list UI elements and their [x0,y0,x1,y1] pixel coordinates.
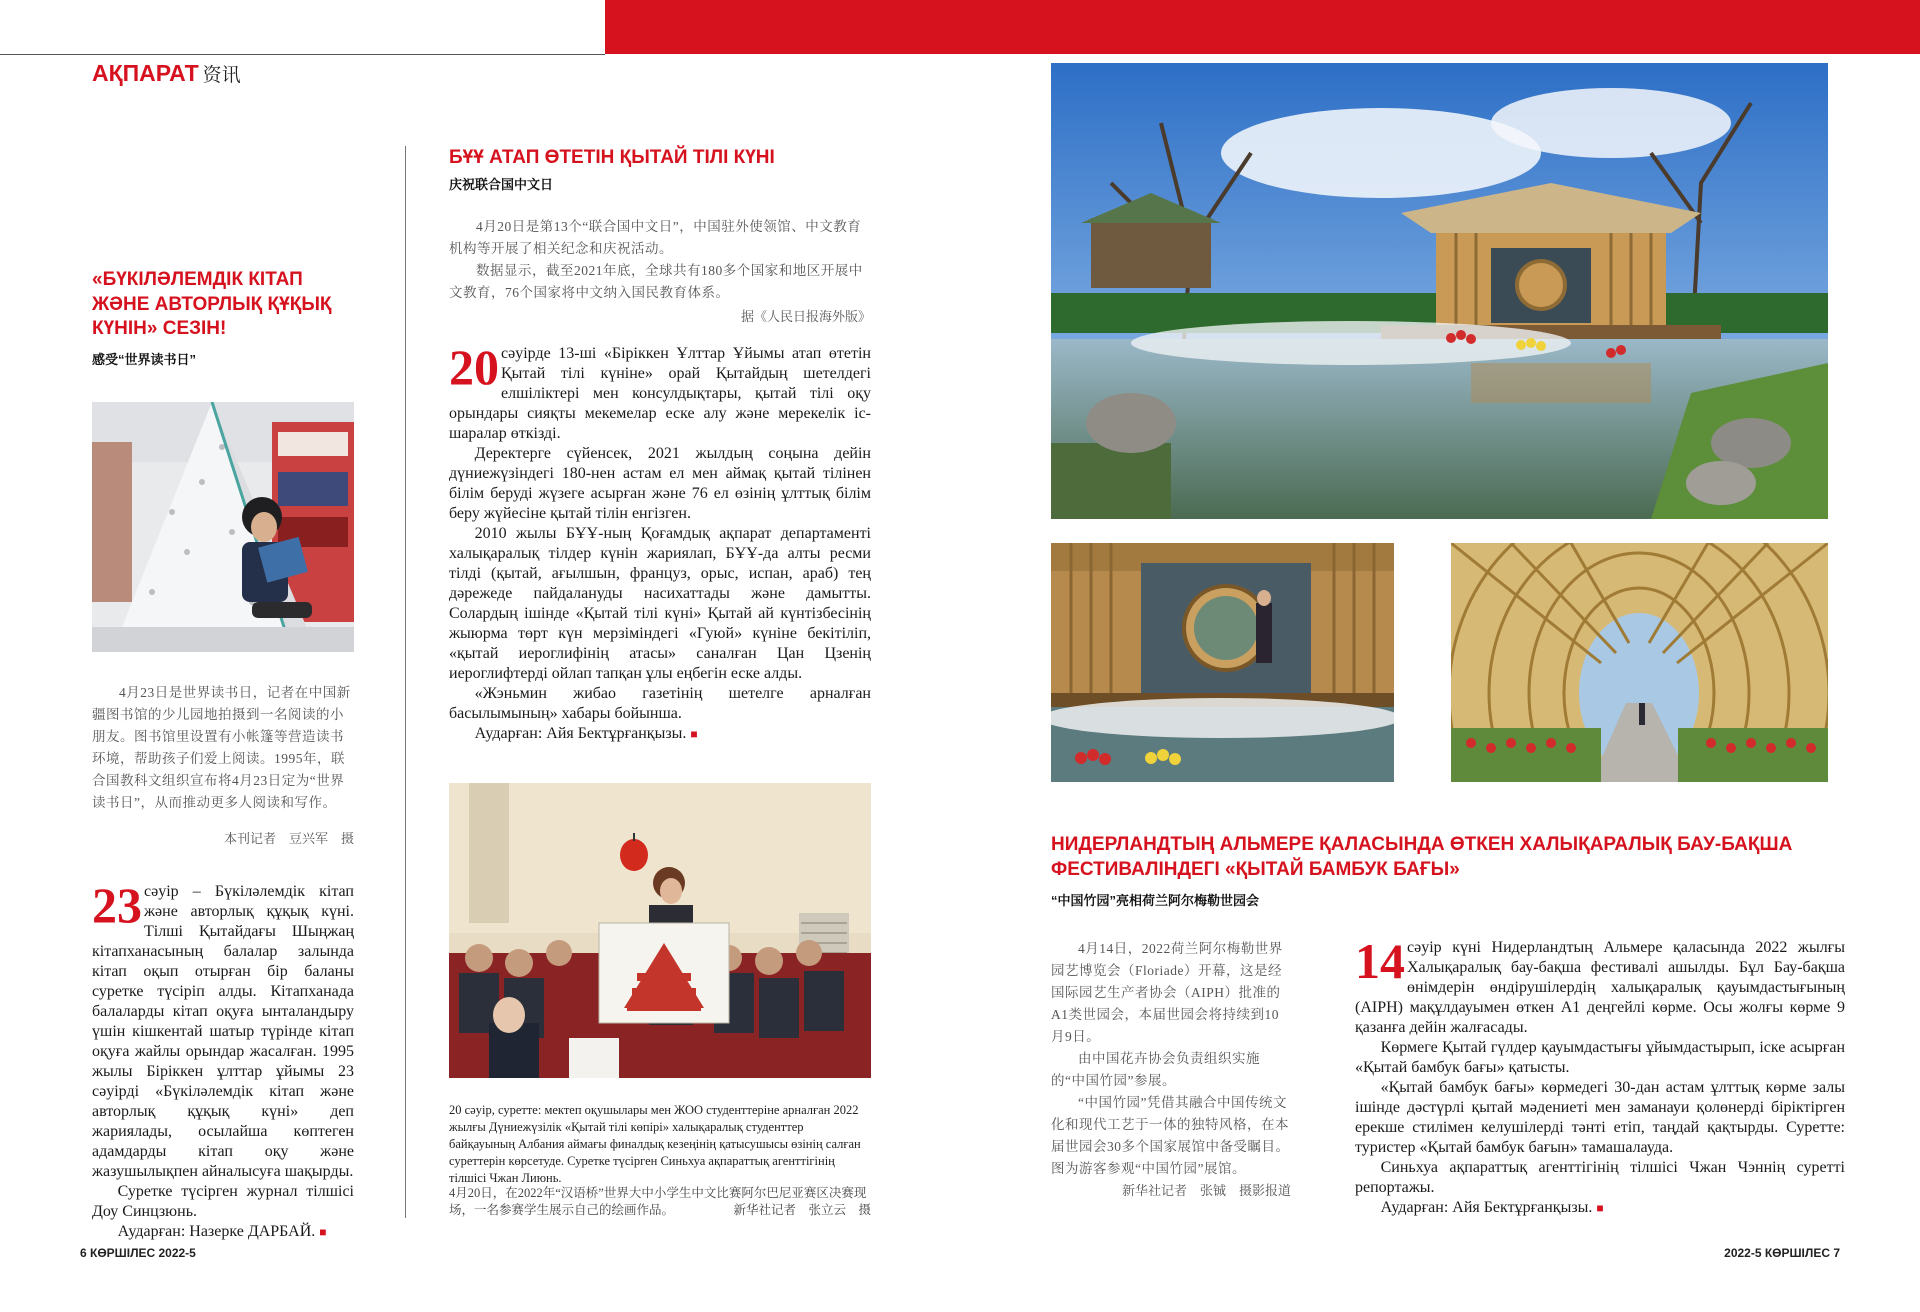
garden-cn-paragraph-2: 由中国花卉协会负责组织实施的“中国竹园”参展。 [1051,1051,1260,1088]
chinese-cn-paragraph-1: 4月20日是第13个“联合国中文日”，中国驻外使领馆、中文教育机构等开展了相关纪念和庆祝活动。 [449,219,862,256]
book-dropcap: 23 [92,877,142,933]
header-rule [0,54,605,55]
book-cn-credit: 本刊记者 豆兴军 摄 [223,831,354,846]
chinese-article-subtitle: 庆祝联合国中文日 [449,177,554,192]
column-divider [405,146,406,1218]
garden-paragraph-5: Аударған: Айя Бектұрғанқызы. ■ [1380,1199,1604,1216]
garden-paragraph-1: 14 сәуір күні Нидерландтың Альмере қаласында 2022 жылғы Халықаралық бау-бақша фестивалі ашылды. Бұл Бау-бақша өнімдерін өндірушілердің халықаралық қауымдастығының (AIPH) мақұлдауымен өткен A1 деңгейлі көрме. Осы жолғы көрме 9 қазанға дейін жалғасады. [1355,933,1845,1036]
section-heading [92,60,241,87]
garden-article-body [1355,933,1845,1218]
chinese-dropcap: 20 [449,339,499,395]
footer-left-page-number: 6 КӨРШІЛЕС 2022-5 [80,1246,196,1260]
book-article-subtitle: 感受“世界读书日” [92,352,197,367]
bamboo-tunnel-image [1451,543,1828,782]
student-painting-image [449,783,871,1078]
garden-paragraph-2: Көрмеге Қытай гүлдер қауымдастығы ұйымдастырып, іске асырған «Қытай бамбук бағы» қатысты. [1355,1039,1845,1076]
header-red-bar [605,0,1920,54]
garden-cn-block [1051,938,1291,1199]
end-mark: ■ [319,1225,327,1239]
garden-dropcap: 14 [1355,933,1405,989]
student-caption-cn-text: 4月20日，在2022年“汉语桥”世界大中小学生中文比赛阿尔巴尼亚赛区决赛现场，一名参赛学生展示自己的绘画作品。 [449,1186,867,1217]
book-paragraph-1: 23 сәуір – Бүкіләлемдік кітап және авторлық құқық күні. Тілші Қытайдағы Шыңжаң кітапханасының балалар залында кітап оқып отырған бір баланы суретке түсіріп алды. Кітапханада балаларды кітап оқуға ынталандыру үшін кішкентай шатыр түрінде кітап оқуға жайлы орындар жасалған. 1995 жылы Біріккен ұлттар ұйымы 23 сәуірді «Бүкіләлемдік кітап және авторлық құқық күні» деп жариялады, осылайша көптеген адамдарды кітап оқу және жазушылықпен айналысуға шақырды. [92,877,354,1180]
garden-cn-paragraph-1: 4月14日，2022荷兰阿尔梅勒世界园艺博览会（Floriade）开幕，这是经国际园艺生产者协会（AIPH）批准的A1类世园会，本届世园会将持续到10月9日。 [1051,941,1283,1044]
garden-cn-paragraph-3: “中国竹园”凭借其融合中国传统文化和现代工艺于一体的独特风格，在本届世园会30多个国家展馆中备受瞩目。图为游客参观“中国竹园”展馆。 [1051,1095,1290,1176]
student-photo-caption-kz: 20 сәуір, суретте: мектеп оқушылары мен ЖОО студенттеріне арналған 2022 жылғы Дүниежүзілік «Қытай тілі көпірі» халықаралық студенттер байқауының Албания аймағы финалдық кезеңінің қатысушысы өзінің салған суреттерін көрсетуде. Суретке түсірген Синьхуа ақпараттық агенттігінің тілшісі Чжан Лиюнь. [449,1103,861,1185]
garden-paragraph-4: Синьхуа ақпараттық агенттігінің тілшісі Чжан Чэннің суретті репортажы. [1355,1159,1845,1196]
chinese-cn-block [449,216,871,325]
book-article-body [92,877,354,1242]
footer-right-page-number: 2022-5 КӨРШІЛЕС 7 [1724,1246,1840,1260]
chinese-cn-paragraph-2: 数据显示，截至2021年底，全球共有180多个国家和地区开展中文教育，76个国家将中文纳入国民教育体系。 [449,263,863,300]
chinese-paragraph-2: Деректерге сүйенсек, 2021 жылдың соңына дейін дүниежүзіндегі 180-нен астам ел мен аймақ қытай тілінен білім беруді жүзеге асырған және 76 ел өзінің ұлттық білім беру жүйесіне қытай тілін енгізген. [449,445,871,522]
student-caption-cn-credit: 新华社记者 张立云 摄 [733,1203,871,1217]
book-paragraph-3: Аударған: Назерке ДАРБАЙ. ■ [117,1223,327,1240]
photo-student-painting [449,783,871,1078]
photo-bamboo-pavilion [1051,63,1828,519]
chinese-article-body [449,339,871,744]
pavilion-window-image [1051,543,1394,782]
chinese-paragraph-4: «Жэньмин жибао газетінің шетелге арналған басылымының» хабары бойынша. [449,685,871,722]
book-cn-summary: 4月23日是世界读书日，记者在中国新疆图书馆的少儿园地拍摄到一名阅读的小朋友。图书馆里设置有小帐篷等营造读书环境，帮助孩子们爱上阅读。1995年，联合国教科文组织宣布将4月23日定为“世界读书日”，从而推动更多人阅读和写作。 [92,685,351,810]
photo-bamboo-tunnel [1451,543,1828,782]
book-paragraph-2: Суретке түсірген журнал тілшісі Доу Синцзюнь. [92,1183,354,1220]
section-heading-kz: АҚПАРАТ [92,60,199,86]
chinese-cn-credit: 据《人民日报海外版》 [740,309,871,324]
chinese-paragraph-5: Аударған: Айя Бектұрғанқызы. ■ [474,725,698,742]
garden-article-title: НИДЕРЛАНДТЫҢ АЛЬМЕРЕ ҚАЛАСЫНДА ӨТКЕН ХАЛЫҚАРАЛЫҚ БАУ-БАҚША ФЕСТИВАЛІНДЕГІ «ҚЫТАЙ БАМБУК БАҒЫ» [1051,834,1793,880]
book-article-title: «БҮКІЛӘЛЕМДІК КІТАП ЖӘНЕ АВТОРЛЫҚ ҚҰҚЫҚ КҮНІН» СЕЗІН! [92,269,332,340]
chinese-paragraph-1: 20 сәуірде 13-ші «Біріккен Ұлттар Ұйымы атап өтетін Қытай тілі күніне» орай Қытайдың шетелдегі елшіліктері мен консулдықтары, қытай тілі оқу орындары сияқты мекемелар еске алу және мерекелік іс-шаралар өткізді. [449,339,871,442]
bamboo-pavilion-image [1051,63,1828,519]
garden-cn-credit: 新华社记者 张铖 摄影报道 [1121,1183,1291,1198]
photo-child-reading [92,402,354,652]
chinese-paragraph-3: 2010 жылы БҰҰ-ның Қоғамдық ақпарат департаменті халықаралық тілдер күнін жариялап, БҰҰ-да алты ресми тілді (қытай, ағылшын, француз, орыс, испан, араб) тең дәрежеде пайдалануды насихаттады және дамытты. Солардың ішінде «Қытай тілі күні» Қытай ай күнтізбесінің жыюрма төрт күн мерзіміндегі «Гуюй» күніне бекітіліп, «қытай иероглифінің атасы» саналған Цан Цзенің иероглифтерді ойлап тапқан ұлы еңбегін еске алды. [449,525,871,682]
photo-pavilion-window [1051,543,1394,782]
chinese-article-title: БҰҰ АТАП ӨТЕТІН ҚЫТАЙ ТІЛІ КҮНІ [449,147,775,168]
garden-article-subtitle: “中国竹园”亮相荷兰阿尔梅勒世园会 [1051,893,1260,908]
section-heading-cn: 资讯 [202,65,241,86]
end-mark: ■ [1596,1201,1604,1215]
end-mark: ■ [690,727,698,741]
student-photo-caption-cn [449,1185,871,1219]
garden-paragraph-3: «Қытай бамбук бағы» көрмедегі 30-дан астам ұлттық көрме залы ішінде дәстүрлі қытай мәдениеті мен заманауи қолөнерді біріктірген ерекше стилімен келушілерді тәнті етіп, таңдай қақтырды. Суретте: туристер «Қытай бамбук бағын» тамашалауда. [1355,1079,1845,1156]
child-reading-image [92,402,354,652]
